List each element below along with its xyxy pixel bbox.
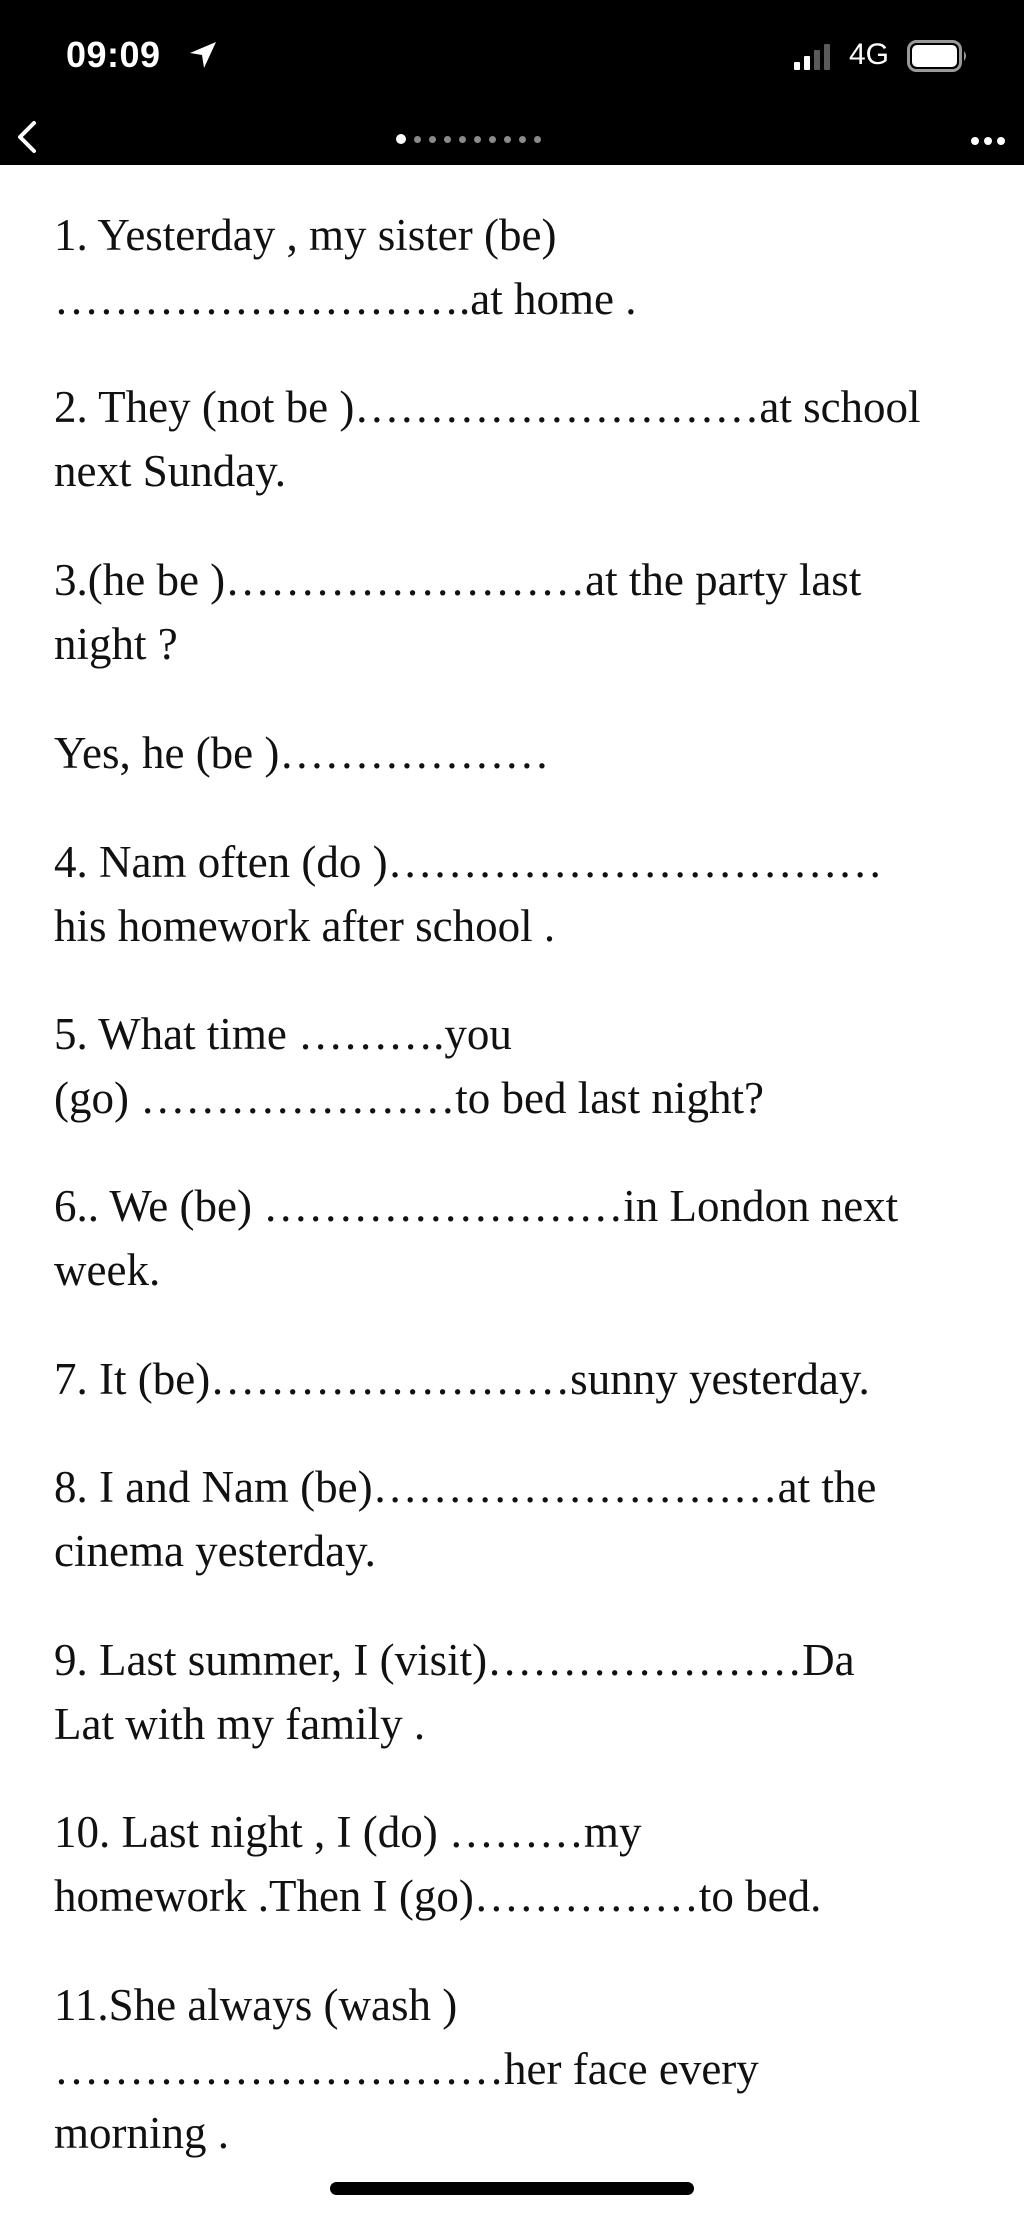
exercise-line: morning .	[54, 2108, 229, 2158]
exercise-6	[54, 1174, 984, 1302]
page-dot	[459, 136, 466, 143]
home-indicator[interactable]	[330, 2182, 694, 2195]
exercise-line: ……………………….at home .	[54, 274, 637, 324]
exercise-line: cinema yesterday.	[54, 1526, 376, 1576]
page-dot	[489, 136, 496, 143]
clock-time: 09:09	[66, 34, 161, 75]
exercise-line: 4. Nam often (do )……………………………	[54, 837, 883, 887]
navigation-bar	[0, 113, 1024, 165]
exercise-line: 2. They (not be )………………………at school	[54, 382, 921, 432]
exercise-7	[54, 1347, 984, 1411]
status-bar	[0, 0, 1024, 113]
more-options-button[interactable]	[966, 121, 1010, 157]
exercise-line: 6.. We (be) ……………………in London next	[54, 1181, 899, 1231]
page-dot	[504, 136, 511, 143]
exercise-2	[54, 375, 984, 503]
exercise-line: 9. Last summer, I (visit)…………………Da	[54, 1635, 855, 1685]
exercise-line: 5. What time ……….you	[54, 1009, 512, 1059]
exercise-line: 11.She always (wash )	[54, 1980, 458, 2030]
exercise-line: 7. It (be)……………………sunny yesterday.	[54, 1354, 870, 1404]
page-dot	[474, 136, 481, 143]
exercise-line: homework .Then I (go)……………to bed.	[54, 1871, 822, 1921]
page-dot	[414, 136, 421, 143]
exercise-5	[54, 1002, 984, 1130]
exercise-1	[54, 203, 984, 331]
exercise-3	[54, 548, 984, 676]
page-dot	[429, 136, 436, 143]
back-button[interactable]	[8, 115, 48, 159]
exercise-line: 3.(he be )……………………at the party last	[54, 555, 862, 605]
exercise-line: …………………………her face every	[54, 2044, 759, 2094]
exercise-line: night ?	[54, 619, 178, 669]
page-dot-active	[396, 134, 406, 144]
exercise-10	[54, 1800, 984, 1928]
exercise-line: (go) …………………to bed last night?	[54, 1073, 764, 1123]
page-dot	[519, 136, 526, 143]
page-dot	[444, 136, 451, 143]
exercise-9	[54, 1628, 984, 1756]
exercise-11	[54, 1973, 984, 2165]
exercise-line: Lat with my family .	[54, 1699, 426, 1749]
exercise-line: his homework after school .	[54, 901, 556, 951]
page-indicator[interactable]	[396, 133, 541, 145]
exercise-8	[54, 1455, 984, 1583]
exercise-3-answer	[54, 721, 984, 785]
chevron-left-icon	[8, 115, 48, 159]
ellipsis-icon	[966, 121, 1010, 157]
location-arrow-icon	[188, 40, 218, 70]
battery-icon	[907, 40, 969, 72]
network-type: 4G	[849, 38, 890, 71]
exercise-line: Yes, he (be )………………	[54, 728, 550, 778]
exercise-line: 8. I and Nam (be)………………………at the	[54, 1462, 877, 1512]
exercise-line: next Sunday.	[54, 446, 287, 496]
exercise-line: 1. Yesterday , my sister (be)	[54, 210, 557, 260]
document-page	[0, 165, 1024, 2158]
exercise-line: week.	[54, 1245, 161, 1295]
exercise-line: 10. Last night , I (do) ………my	[54, 1807, 642, 1857]
page-dot	[534, 136, 541, 143]
exercise-4	[54, 830, 984, 958]
cellular-signal-icon	[794, 44, 834, 70]
